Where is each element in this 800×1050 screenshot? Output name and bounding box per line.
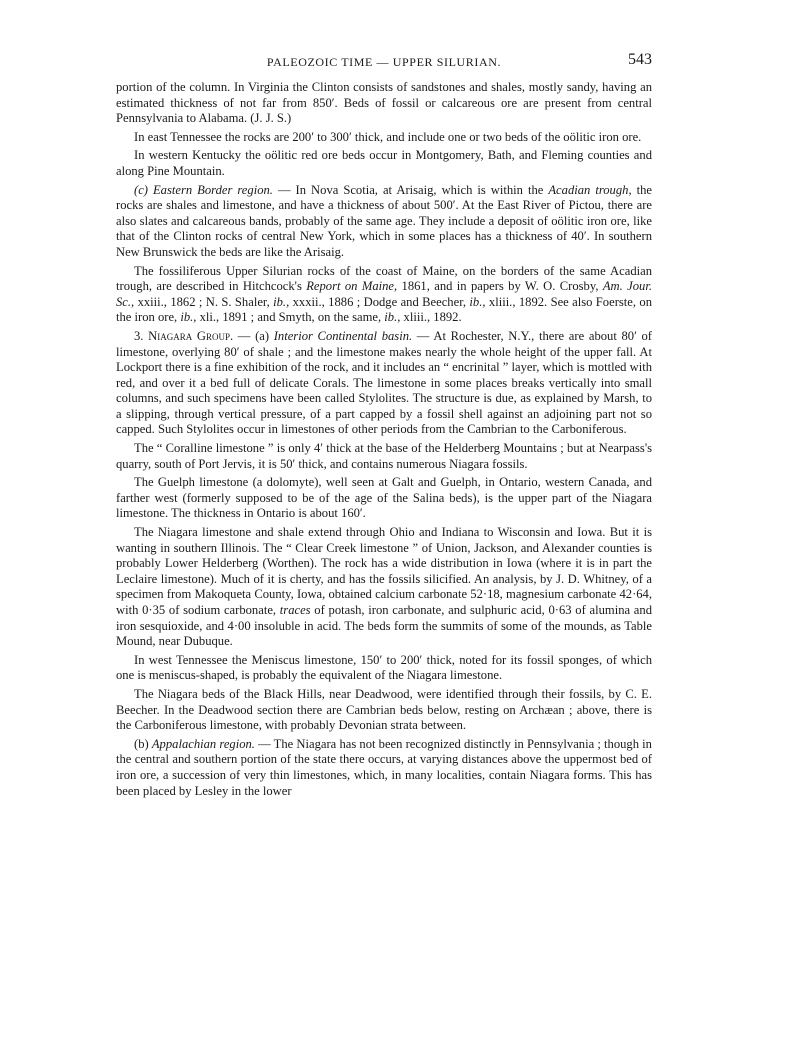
text-segment: The Guelph limestone (a dolomyte), well seen at Galt and Guelph, in Ontario, western Canada, and farther west (formerly supposed to be of the age of the Salina beds), is the upper part of the Niagara limestone. The thickness in Ontario is about 160′.	[116, 475, 652, 521]
text-segment: Niagara Group.	[148, 328, 234, 343]
paragraph-p4	[116, 183, 652, 261]
page	[116, 52, 652, 802]
running-head: PALEOZOIC TIME — UPPER SILURIAN.	[266, 55, 502, 69]
paragraph-p5	[116, 264, 652, 326]
paragraph-p2	[116, 130, 652, 146]
text-segment: ib.,	[273, 294, 290, 309]
paragraph-p1	[116, 80, 652, 127]
text-segment: Acadian trough,	[548, 182, 632, 197]
body-text	[116, 80, 652, 799]
text-segment: In east Tennessee the rocks are 200′ to 300′ thick, and include one or two beds of the oölitic iron ore.	[134, 129, 642, 144]
text-segment: xliii., 1892. See also Foerste, on the iron ore,	[116, 294, 653, 325]
text-segment: 1861, and in papers by W. O. Crosby,	[397, 279, 603, 294]
text-segment: ib.,	[384, 310, 401, 325]
text-segment: The Niagara limestone and shale extend through Ohio and Indiana to Wisconsin and Iowa. But it is wanting in southern Illinois. The “ Clear Creek limestone ” of Union, Jackson, and Alexander counties is probably Lower Helderberg (Worthen). The rock has a wide distribution in Iowa (where it is in part the Leclaire limestone). Much of it is cherty, and has the fossils silicified. An analysis, by J. D. Whitney, of a specimen from Makoqueta County, Iowa, obtained calcium carbonate 52·18, magnesium carbonate 42·64, with 0·35 of sodium carbonate,	[116, 525, 652, 617]
text-segment: The Niagara beds of the Black Hills, near Deadwood, were identified through their fossils, by C. E. Beecher. In the Deadwood section there are Cambrian beds below, resting on Archæan ; above, there is the Carboniferous limestone, with probably Devonian strata between.	[116, 686, 652, 733]
page-number: 543	[628, 51, 652, 68]
text-segment: Report on Maine,	[306, 279, 398, 294]
text-segment: xli., 1891 ; and Smyth, on the same,	[196, 310, 385, 325]
paragraph-p11	[116, 687, 652, 734]
text-segment: (b)	[134, 736, 152, 751]
text-segment: the rocks are shales and limestone, and have a thickness of about 500′. At the East River of Pictou, there are also slates and calcareous bands, probably of the same age. They include a deposit of oölitic iron ore, like that of the Clinton rocks of central New York, which in some places has a thickness of 40′. In southern New Brunswick the beds are like the Arisaig.	[116, 182, 652, 259]
text-segment: Am. Jour. Sc.,	[116, 279, 652, 309]
paragraph-p8	[116, 475, 652, 522]
text-segment: xliii., 1892.	[400, 310, 462, 325]
text-segment: — (a)	[233, 328, 274, 343]
text-segment: — The Niagara has not been recognized distinctly in Pennsylvania ; though in the central and southern portion of the state there occurs, at varying distances above the uppermost bed of iron ore, a succession of very thin limestones, which, in many localities, contain Niagara forms. This has been placed by Lesley in the lower	[116, 736, 652, 798]
paragraph-p6	[116, 329, 652, 438]
paragraph-p3	[116, 148, 652, 179]
paragraph-p12	[116, 737, 652, 799]
text-segment: xxiii., 1862 ; N. S. Shaler,	[134, 294, 274, 309]
paragraph-p9	[116, 525, 652, 650]
text-segment: — In Nova Scotia, at Arisaig, which is within the	[272, 182, 549, 197]
paragraph-p10	[116, 653, 652, 684]
text-segment: traces	[279, 603, 311, 617]
text-segment: Appalachian region.	[151, 736, 255, 751]
text-segment: ib.,	[180, 310, 197, 325]
text-segment: xxxii., 1886 ; Dodge and Beecher,	[289, 294, 470, 309]
text-segment: The fossiliferous Upper Silurian rocks of the coast of Maine, on the borders of the same Acadian trough, are described in Hitchcock's	[116, 263, 652, 294]
text-segment: In western Kentucky the oölitic red ore beds occur in Montgomery, Bath, and Fleming counties and along Pine Mountain.	[116, 148, 652, 178]
text-segment: of potash, iron carbonate, and sulphuric acid, 0·63 of alumina and iron sesquioxide, and 4·00 insoluble in acid. The beds form the summits of some of the mounds, as Table Mound, near Dubuque.	[116, 603, 652, 649]
text-segment: The “ Coralline limestone ” is only 4′ thick at the base of the Helderberg Mountains ; but at Nearpass's quarry, south of Port Jervis, it is 50′ thick, and contains numerous Niagara fossils.	[116, 441, 652, 471]
text-segment: 3.	[134, 328, 149, 343]
text-segment: In west Tennessee the Meniscus limestone, 150′ to 200′ thick, noted for its fossil sponges, of which one is meniscus-shaped, is probably the equivalent of the Niagara limestone.	[116, 652, 652, 683]
page-header	[116, 52, 652, 74]
text-segment: Interior Continental basin.	[273, 328, 413, 343]
text-segment: — At Rochester, N.Y., there are about 80′ of limestone, overlying 80′ of shale ; and the limestone makes nearly the whole height of the upper fall. At Lockport there is a fine exhibition of the rock, and it includes an “ encrinital ” layer, which is mottled with red, and over it a bed full of delicate Corals. The limestone in some places breaks vertically into small columns, and such specimens have been called Stylolites. The structure is due, as explained by Marsh, to a slipping, through vertical pressure, of a part capped by a fossil shell against an adjoining part not so capped. Such Stylolites occur in limestones of other periods from the Cambrian to the Carboniferous.	[116, 328, 652, 437]
text-segment: ib.,	[469, 294, 486, 309]
paragraph-p7	[116, 441, 652, 472]
text-segment: (c) Eastern Border region.	[134, 182, 273, 197]
text-segment: portion of the column. In Virginia the Clinton consists of sandstones and shales, mostly sandy, having an estimated thickness of not far from 850′. Beds of fossil or calcareous ore are present from central Pennsylvania to Alabama. (J. J. S.)	[116, 80, 652, 126]
